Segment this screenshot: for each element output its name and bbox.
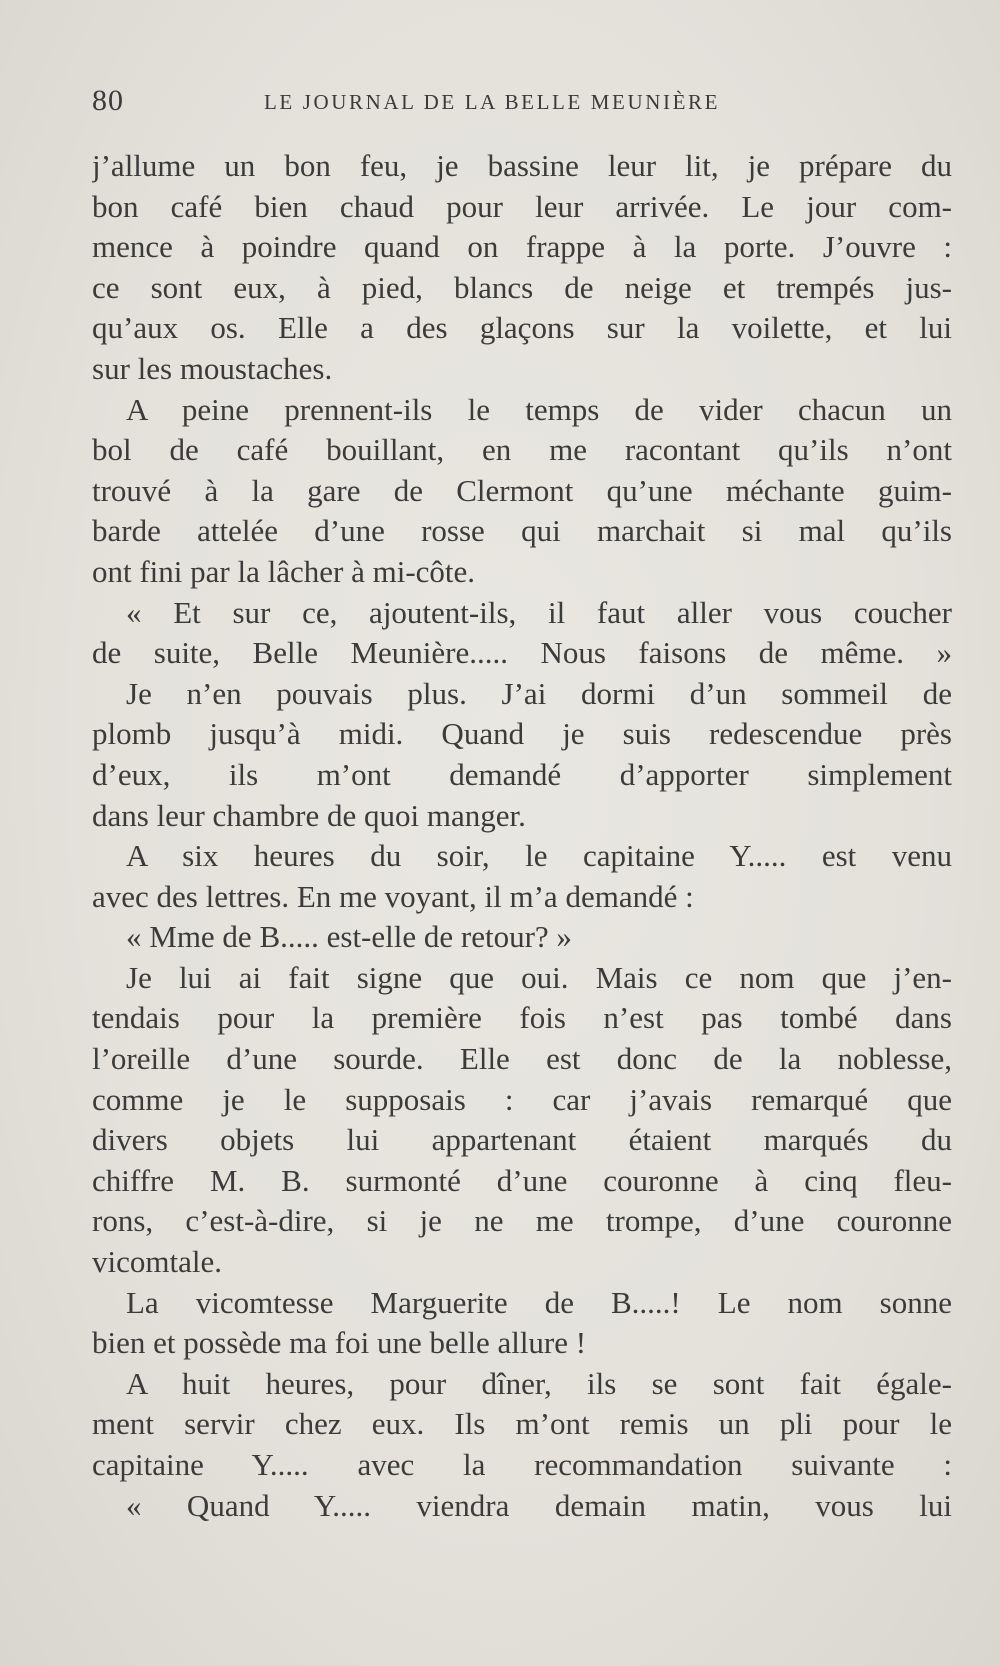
text-line: La vicomtesse Marguerite de B.....! Le nom sonne: [126, 1284, 952, 1320]
text-line: mence à poindre quand on frappe à la porte. J’ouvre :: [92, 229, 952, 265]
text-line: qu’aux os. Elle a des glaçons sur la voilette, et lui: [92, 310, 952, 346]
text-line: « Et sur ce, ajoutent-ils, il faut aller vous coucher: [126, 594, 952, 630]
text-line: « Mme de B..... est-elle de retour? »: [126, 919, 572, 955]
text-line: tendais pour la première fois n’est pas tombé dans: [92, 1000, 952, 1036]
text-line: ment servir chez eux. Ils m’ont remis un pli pour le: [92, 1406, 952, 1442]
text-line: d’eux, ils m’ont demandé d’apporter simplement: [92, 756, 952, 792]
text-line: Je lui ai fait signe que oui. Mais ce nom que j’en-: [126, 959, 952, 995]
text-line: bon café bien chaud pour leur arrivée. Le jour com-: [92, 188, 952, 224]
text-line: bol de café bouillant, en me racontant qu’ils n’ont: [92, 432, 952, 468]
page-header: [92, 84, 952, 124]
text-line: ce sont eux, à pied, blancs de neige et trempés jus-: [92, 269, 952, 305]
text-line: A peine prennent-ils le temps de vider chacun un: [126, 391, 952, 427]
running-title: LE JOURNAL DE LA BELLE MEUNIÈRE: [264, 90, 721, 114]
text-line: j’allume un bon feu, je bassine leur lit, je prépare du: [92, 148, 952, 183]
body-text: [92, 146, 952, 1526]
text-line: bien et possède ma foi une belle allure !: [92, 1325, 587, 1361]
text-line: rons, c’est-à-dire, si je ne me trompe, d’une couronne: [92, 1203, 952, 1239]
text-line: sur les moustaches.: [92, 350, 333, 386]
text-line: A huit heures, pour dîner, ils se sont fait égale-: [126, 1365, 952, 1401]
text-line: Je n’en pouvais plus. J’ai dormi d’un sommeil de: [126, 675, 952, 711]
page-number: 80: [92, 84, 124, 117]
text-line: trouvé à la gare de Clermont qu’une méchante guim-: [92, 472, 952, 508]
text-line: divers objets lui appartenant étaient marqués du: [92, 1122, 952, 1158]
text-line: chiffre M. B. surmonté d’une couronne à cinq fleu-: [92, 1162, 952, 1198]
text-line: capitaine Y..... avec la recommandation suivante :: [92, 1447, 952, 1482]
text-line: barde attelée d’une rosse qui marchait si mal qu’ils: [92, 513, 952, 549]
text-line: l’oreille d’une sourde. Elle est donc de la noblesse,: [92, 1041, 952, 1077]
text-line: dans leur chambre de quoi manger.: [92, 797, 526, 833]
text-line: vicomtale.: [92, 1244, 222, 1280]
text-line: ont fini par la lâcher à mi-côte.: [92, 553, 476, 589]
text-line: « Quand Y..... viendra demain matin, vous lui: [126, 1487, 952, 1523]
text-line: plomb jusqu’à midi. Quand je suis redescendue près: [92, 716, 952, 752]
text-line: comme je le supposais : car j’avais remarqué que: [92, 1081, 952, 1117]
text-line: de suite, Belle Meunière..... Nous faisons de même. »: [92, 635, 952, 671]
text-line: A six heures du soir, le capitaine Y..... est venu: [126, 838, 952, 874]
text-line: avec des lettres. En me voyant, il m’a demandé :: [92, 878, 694, 914]
